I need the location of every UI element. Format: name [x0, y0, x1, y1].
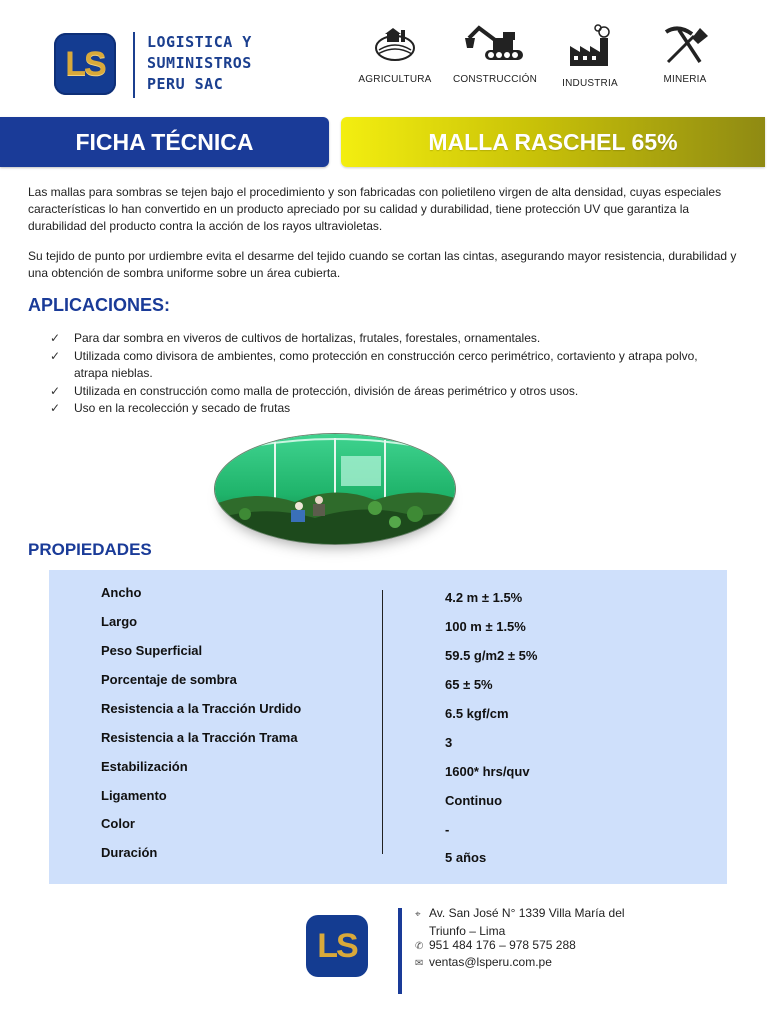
location-icon: ⌖	[415, 909, 421, 920]
sector-label: CONSTRUCCIÓN	[452, 74, 538, 85]
property-label: Peso Superficial	[101, 643, 203, 658]
footer-email[interactable]	[415, 954, 552, 972]
column-divider	[382, 590, 383, 854]
sector-construction	[445, 24, 545, 85]
footer-logo	[306, 915, 368, 977]
company-name-line2: SUMINISTROS	[147, 54, 252, 72]
property-label: Estabilización	[101, 759, 188, 774]
property-label: Duración	[101, 845, 158, 860]
intro-paragraph-2: Su tejido de punto por urdiembre evita el desarme del tejido cuando se cortan las cintas, asegurando mayor resistencia, durabilidad y una obtención de sombra uniforme sobre un área cubierta.	[28, 249, 737, 280]
mail-icon: ✉	[415, 958, 424, 969]
address-line-2: Triunfo – Lima	[429, 924, 506, 938]
email-text[interactable]: ventas@lsperu.com.pe	[429, 955, 552, 969]
title-bar-ficha	[0, 117, 329, 167]
property-label: Resistencia a la Tracción Trama	[101, 730, 298, 745]
agriculture-icon	[373, 24, 417, 64]
footer-address	[415, 905, 625, 939]
check-icon: ✓	[50, 401, 61, 415]
property-value: 5 años	[445, 850, 487, 865]
list-item: ✓ Utilizada en construcción como malla de protección, división de áreas perimétrico y otros usos.	[50, 383, 730, 401]
property-value: Continuo	[445, 793, 503, 808]
check-icon: ✓	[50, 383, 61, 398]
company-name-line1: LOGISTICA Y	[147, 33, 252, 51]
property-value: 3	[445, 735, 453, 750]
aplicaciones-title: APLICACIONES:	[28, 295, 171, 315]
company-logo	[54, 33, 116, 95]
aplicaciones-list	[50, 330, 730, 418]
factory-icon	[566, 24, 614, 68]
logo-divider	[133, 32, 135, 98]
check-icon: ✓	[50, 348, 61, 363]
logo-text: LS	[65, 44, 105, 83]
list-item: ✓ Uso en la recolección y secado de frutas	[50, 400, 730, 418]
property-value: 65 ± 5%	[445, 677, 493, 692]
sector-label: INDUSTRIA	[562, 78, 618, 89]
list-item: ✓ Para dar sombra en viveros de cultivos de hortalizas, frutales, forestales, ornamentales.	[50, 330, 730, 348]
phone-text: 951 484 176 – 978 575 288	[429, 938, 576, 952]
property-value: 1600* hrs/quv	[445, 764, 530, 779]
intro-paragraph-1: Las mallas para sombras se tejen bajo el procedimiento y son fabricadas con polietileno virgen de alta densidad, cuyas especiales características lo han convertido en un producto apreciado por su calidad y durabilidad, tiene protección UV que garantiza la durabilidad del producto contra la acción de los rayos ultravioletas.	[28, 185, 722, 233]
property-value: 100 m ± 1.5%	[445, 619, 526, 634]
pickaxe-shovel-icon	[658, 24, 712, 64]
address-line-1: Av. San José N° 1339 Villa María del	[429, 906, 625, 920]
list-item: ✓ Utilizada como divisora de ambientes, como protección en construcción cerco perimétrico, cortaviento y atrapa polvo, atrapa nieblas.	[50, 348, 698, 380]
property-label: Color	[101, 816, 135, 831]
property-label: Ligamento	[101, 788, 167, 803]
property-value: -	[445, 822, 450, 837]
property-label: Porcentaje de sombra	[101, 672, 237, 687]
sector-mining	[635, 24, 735, 85]
excavator-icon	[463, 24, 527, 64]
check-icon: ✓	[50, 331, 61, 345]
greenhouse-photo	[214, 433, 456, 545]
sector-label: MINERIA	[663, 74, 707, 85]
property-label: Resistencia a la Tracción Urdido	[101, 701, 302, 716]
propiedades-title: PROPIEDADES	[28, 540, 152, 559]
sector-label: AGRICULTURA	[358, 74, 432, 85]
property-value: 6.5 kgf/cm	[445, 706, 509, 721]
phone-icon: ✆	[415, 941, 424, 952]
footer-logo-text: LS	[317, 926, 357, 965]
property-label: Largo	[101, 614, 138, 629]
company-name	[147, 32, 287, 95]
property-label: Ancho	[101, 585, 142, 600]
sector-industry	[540, 24, 640, 89]
sector-agriculture	[345, 24, 445, 85]
property-value: 59.5 g/m2 ± 5%	[445, 648, 538, 663]
properties-table	[49, 570, 727, 884]
property-value: 4.2 m ± 1.5%	[445, 590, 523, 605]
title-bar-product	[341, 117, 765, 167]
title-ficha-tecnica: FICHA TÉCNICA	[75, 128, 254, 155]
greenhouse-image	[215, 434, 455, 544]
footer-phone	[415, 937, 576, 955]
company-name-line3: PERU SAC	[147, 75, 224, 93]
title-product-name: MALLA RASCHEL 65%	[428, 128, 678, 155]
footer-divider	[398, 908, 402, 994]
